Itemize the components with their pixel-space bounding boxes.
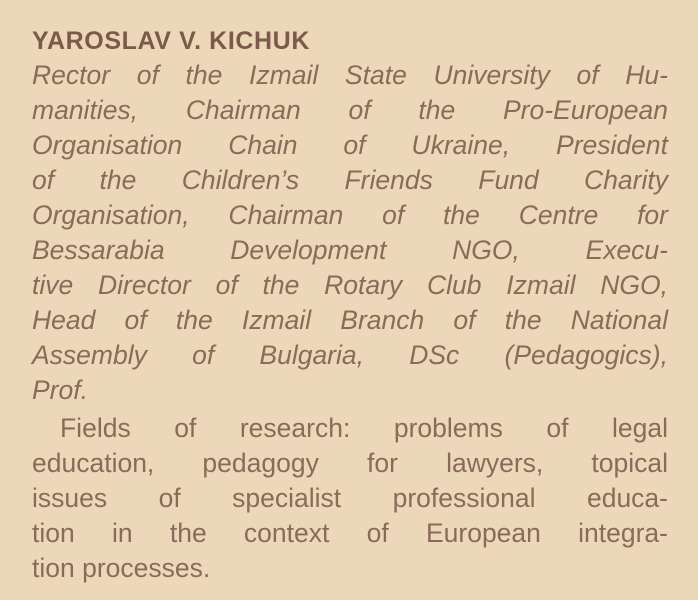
positions-line: Head of the Izmail Branch of the National [32, 305, 668, 335]
author-bio [32, 24, 668, 586]
research-fields [32, 411, 668, 586]
positions-line: Prof. [32, 375, 88, 405]
research-line: tion processes. [32, 553, 211, 583]
positions-line: of the Children’s Friends Fund Charity [32, 165, 668, 195]
positions-line: Organisation Chain of Ukraine, President [32, 130, 668, 160]
positions-line: tive Director of the Rotary Club Izmail NGO, [32, 270, 668, 300]
positions-line: Rector of the Izmail State University of Hu- [32, 60, 668, 90]
research-line: tion in the context of European integra- [32, 518, 668, 548]
research-line: issues of specialist professional educa- [32, 483, 668, 513]
positions-line: Organisation, Chairman of the Centre for [32, 200, 668, 230]
author-positions [32, 58, 668, 408]
research-line: education, pedagogy for lawyers, topical [32, 448, 668, 478]
positions-line: manities, Chairman of the Pro-European [32, 95, 668, 125]
author-name: YAROSLAV V. KICHUK [32, 27, 310, 55]
positions-line: Assembly of Bulgaria, DSc (Pedagogics), [32, 340, 668, 370]
positions-line: Bessarabia Development NGO, Execu- [32, 235, 668, 265]
research-line: Fields of research: problems of legal [60, 413, 668, 443]
